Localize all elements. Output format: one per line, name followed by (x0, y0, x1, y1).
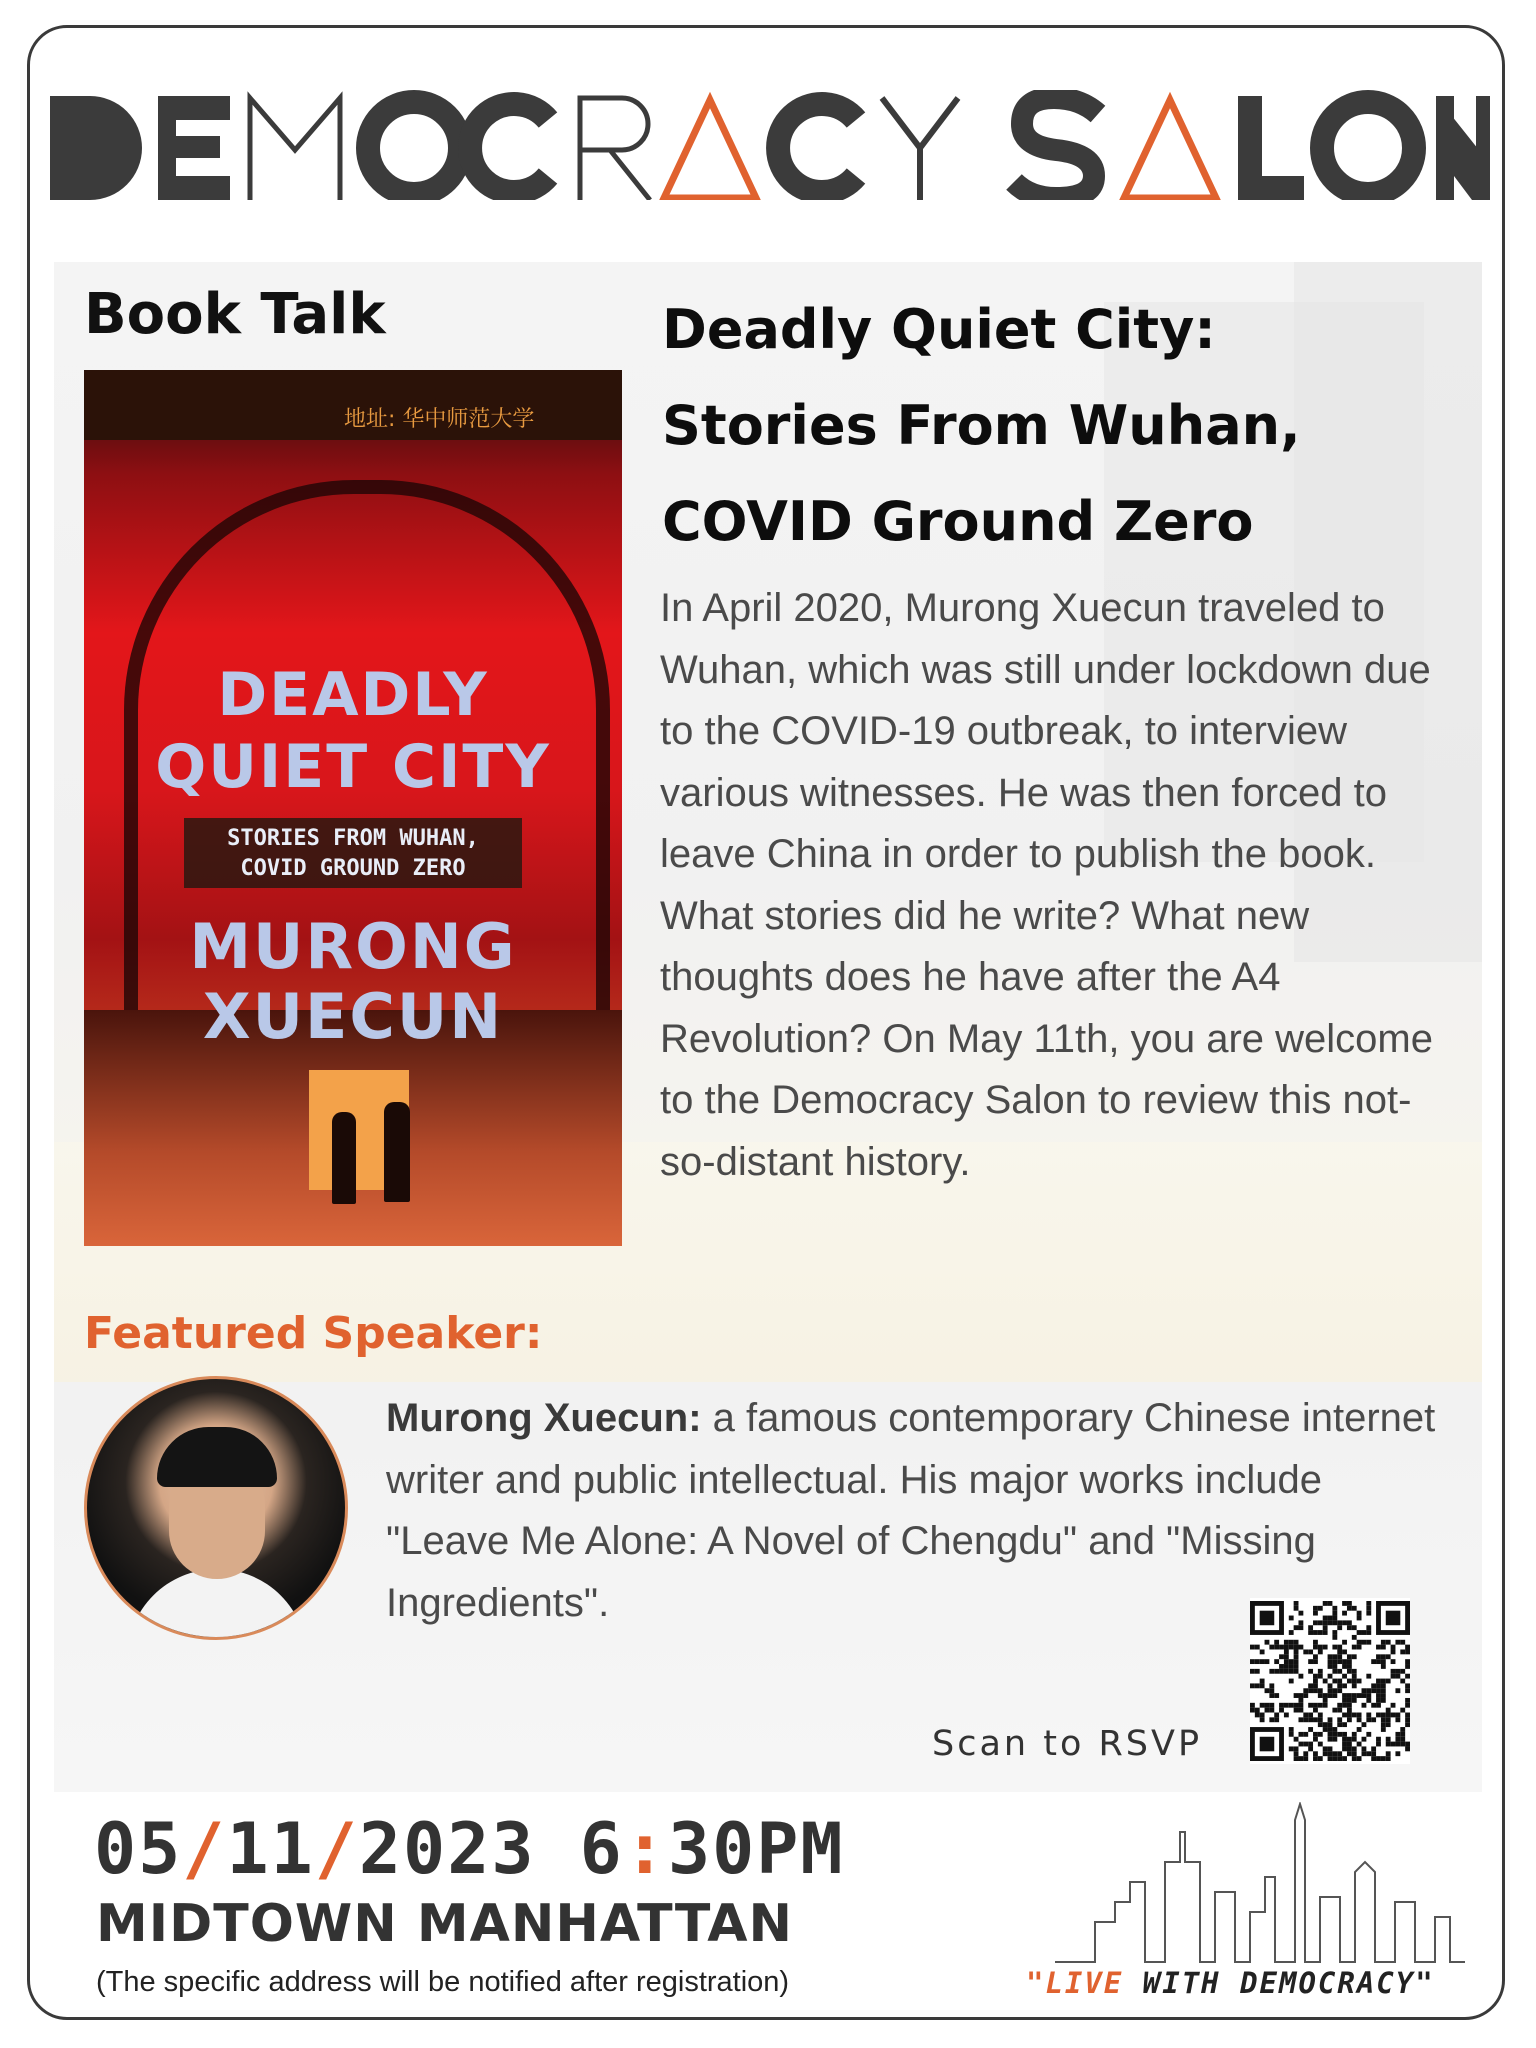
address-note: (The specific address will be notified after registration) (96, 1966, 790, 1998)
event-title-line: Deadly Quiet City: (662, 298, 1216, 361)
democracy-salon-logo (50, 90, 1490, 200)
speaker-name: Murong Xuecun: (386, 1396, 702, 1440)
speaker-avatar (84, 1376, 348, 1640)
cover-author-line: XUECUN (202, 980, 504, 1053)
rsvp-qr-code[interactable] (1250, 1598, 1410, 1764)
logo-wordmark (50, 90, 1490, 200)
speaker-bio-text: a famous contemporary Chinese internet writer and public intellectual. His major works include "Leave Me Alone: A Novel of Chengdu" and "Missing Ingredients". (386, 1396, 1436, 1625)
date-day: 11 (226, 1808, 315, 1890)
date-year: 2023 (358, 1808, 536, 1890)
cover-title-line: QUIET CITY (155, 732, 551, 802)
cover-subtitle-line: COVID GROUND ZERO (240, 856, 466, 881)
tagline-quote: " (1026, 1966, 1046, 2000)
event-description: In April 2020, Murong Xuecun traveled to Wuhan, which was still under lockdown due to the COVID-19 outbreak, to interview various witnesses. He was then forced to leave China in order to publish the book. What stories did he write? What new thoughts does he have after the A4 Revolution? On May 11th, you are welcome to the Democracy Salon to review this not-so-distant history. (660, 586, 1433, 1184)
rsvp-label: Scan to RSVP (932, 1724, 1203, 1764)
event-venue: MIDTOWN MANHATTAN (96, 1894, 794, 1954)
cover-sign-text: 地址: 华中师范大学 (344, 407, 535, 432)
featured-speaker-heading: Featured Speaker: (84, 1308, 543, 1359)
nyc-skyline-icon (1055, 1802, 1465, 1972)
event-title-line: Stories From Wuhan, (662, 394, 1301, 457)
date-month: 05 (94, 1808, 183, 1890)
avatar-shirt (127, 1569, 307, 1640)
event-title-line: COVID Ground Zero (662, 490, 1254, 553)
time-separator: : (623, 1808, 668, 1890)
avatar-hair (157, 1427, 277, 1487)
cover-author-line: MURONG (189, 910, 517, 983)
tagline (1026, 1966, 1435, 2000)
cover-subtitle-line: STORIES FROM WUHAN, (227, 826, 479, 851)
cover-figure (384, 1102, 410, 1202)
cover-figure (332, 1112, 356, 1204)
qr-pattern (1250, 1598, 1410, 1764)
tagline-live: LIVE (1045, 1966, 1124, 2000)
book-cover-image (84, 370, 622, 1246)
time-hour: 6 (579, 1808, 624, 1890)
tagline-rest: WITH DEMOCRACY" (1123, 1966, 1435, 2000)
time-rest: 30PM (667, 1808, 845, 1890)
date-separator: / (182, 1808, 227, 1890)
date-separator: / (314, 1808, 359, 1890)
event-datetime (94, 1808, 845, 1890)
cover-title-line: DEADLY (217, 660, 489, 730)
event-title (662, 282, 1442, 570)
event-category: Book Talk (84, 282, 386, 347)
